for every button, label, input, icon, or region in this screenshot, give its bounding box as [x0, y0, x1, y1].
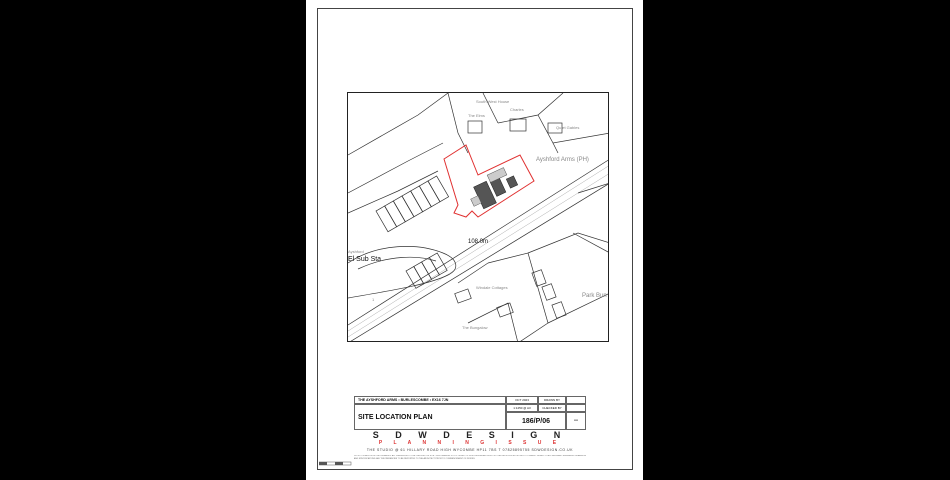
- company-address: THE STUDIO @ 61 HILLARY ROAD HIGH WYCOMBE HP11 7BS T 07825895755 SDWDESIGN.CO.UK: [366, 448, 574, 452]
- label-quiet-gables: Quiet Gables: [556, 125, 580, 130]
- disclaimer-text: DO NOT SCALE FROM THIS DRAWING. ALL DIMENSIONS TO BE CHECKED ON SITE. THIS DRAWING IS COPYRIGHT OF SDW DESIGN AND MUST NOT BE REPRODUCED WITHOUT CONSENT. REFER TO ALL RELEVANT ENGINEERS DRAWINGS AND SPECIFICATIONS. ANY DISCREPANCIES TO BE REPORTED TO THE ARCHITECT PRIOR TO COMMENCEMENT OF WORKS.: [354, 455, 586, 460]
- label-south-west-house: South West House: [476, 99, 510, 104]
- date-cell: OCT 2023: [506, 396, 538, 404]
- drawn-by-value: [566, 396, 586, 404]
- label-windale: Windale Cottages: [476, 285, 508, 290]
- road-edge-south: [348, 183, 609, 342]
- checked-by-value: [566, 404, 586, 412]
- company-name: S D W D E S I G N: [372, 430, 568, 440]
- label-park-bungalow: Park Bun: [582, 293, 607, 299]
- scale-bar: [319, 460, 355, 468]
- title-block: [354, 396, 586, 430]
- label-ayshford: Ayshford: [348, 249, 364, 254]
- project-name: THE AYSHFORD ARMS • BURLESCOMBE • EX16 7JN: [354, 396, 506, 404]
- label-the-bungalow: The Bungalow: [462, 325, 488, 330]
- drawing-number: 186/P/06: [506, 412, 566, 430]
- scale-cell: 1:1250 @ A3: [506, 404, 538, 412]
- drawing-sheet: [306, 0, 643, 480]
- label-plot-1: 1: [372, 297, 375, 302]
- drawing-title: SITE LOCATION PLAN: [354, 404, 506, 430]
- label-substation: El Sub Sta: [348, 256, 382, 263]
- label-charles: Charles: [510, 107, 524, 112]
- label-level: 108.0m: [468, 239, 489, 245]
- revision: --: [566, 412, 586, 430]
- issue-status: P L A N N I N G I S S U E: [378, 440, 562, 446]
- drawn-by-label: DRAWN BY: [538, 396, 566, 404]
- label-the-elms: The Elms: [468, 113, 485, 118]
- checked-by-label: CHECKED BY: [538, 404, 566, 412]
- site-location-map: [347, 92, 609, 342]
- label-pub: Ayshford Arms (PH): [536, 157, 589, 163]
